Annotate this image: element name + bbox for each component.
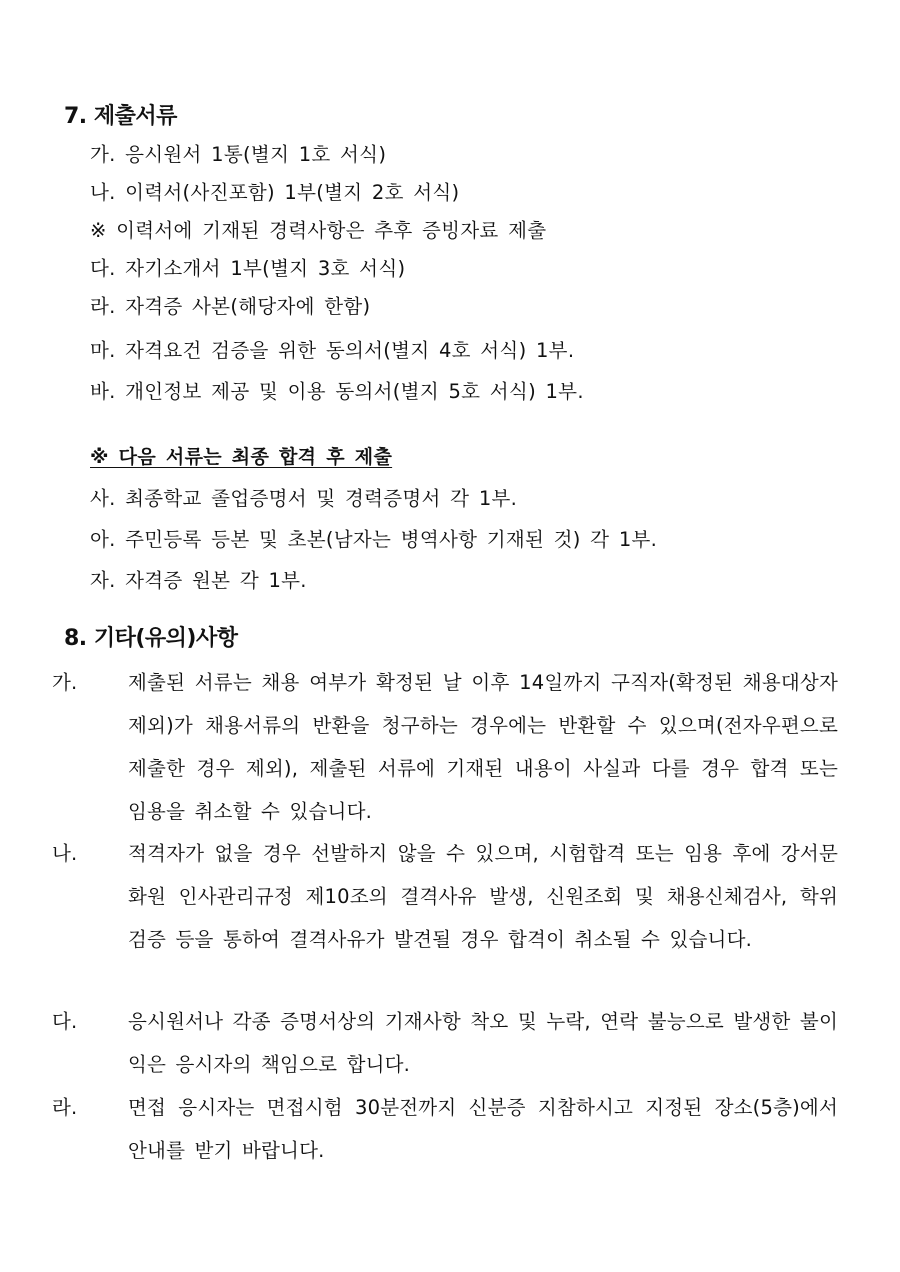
list-item: 아. 주민등록 등본 및 초본(남자는 병역사항 기재된 것) 각 1부. <box>90 528 658 551</box>
item-marker: 다. <box>52 1010 78 1033</box>
notice-item <box>52 661 838 833</box>
item-text: 응시원서나 각종 증명서상의 기재사항 착오 및 누락, 연락 불능으로 발생한 불이익은 응시자의 책임으로 합니다. <box>128 1010 838 1076</box>
list-item: 다. 자기소개서 1부(별지 3호 서식) <box>90 257 406 280</box>
item-marker: 라. <box>52 1096 78 1119</box>
item-marker: 나. <box>52 842 78 865</box>
notice-item <box>52 1000 838 1086</box>
item-text: 제출된 서류는 채용 여부가 확정된 날 이후 14일까지 구직자(확정된 채용대상자 제외)가 채용서류의 반환을 청구하는 경우에는 반환할 수 있으며(전자우편으로 제출한 경우 제외), 제출된 서류에 기재된 내용이 사실과 다를 경우 합격 또는 임용을 취소할 수 있습니다. <box>128 671 838 823</box>
list-item: 라. 자격증 사본(해당자에 한함) <box>90 295 371 318</box>
list-item: 자. 자격증 원본 각 1부. <box>90 569 307 592</box>
item-text: 적격자가 없을 경우 선발하지 않을 수 있으며, 시험합격 또는 임용 후에 강서문화원 인사관리규정 제10조의 결격사유 발생, 신원조회 및 채용신체검사, 학위 검증 등을 통하여 결격사유가 발견될 경우 합격이 취소될 수 있습니다. <box>128 842 838 951</box>
item-marker: 가. <box>52 671 78 694</box>
list-item: 나. 이력서(사진포함) 1부(별지 2호 서식) <box>90 181 460 204</box>
section-8-heading: 8. 기타(유의)사항 <box>64 626 238 651</box>
list-item: 마. 자격요건 검증을 위한 동의서(별지 4호 서식) 1부. <box>90 339 575 362</box>
note-item: ※ 이력서에 기재된 경력사항은 추후 증빙자료 제출 <box>90 219 547 242</box>
final-submission-note: ※ 다음 서류는 최종 합격 후 제출 <box>90 446 393 468</box>
section-7-heading: 7. 제출서류 <box>64 104 177 129</box>
list-item: 사. 최종학교 졸업증명서 및 경력증명서 각 1부. <box>90 487 518 510</box>
list-item: 가. 응시원서 1통(별지 1호 서식) <box>90 143 387 166</box>
item-text: 면접 응시자는 면접시험 30분전까지 신분증 지참하시고 지정된 장소(5층)에서 안내를 받기 바랍니다. <box>128 1096 838 1162</box>
notice-item <box>52 1086 838 1172</box>
notice-item <box>52 832 838 961</box>
list-item: 바. 개인정보 제공 및 이용 동의서(별지 5호 서식) 1부. <box>90 380 584 403</box>
